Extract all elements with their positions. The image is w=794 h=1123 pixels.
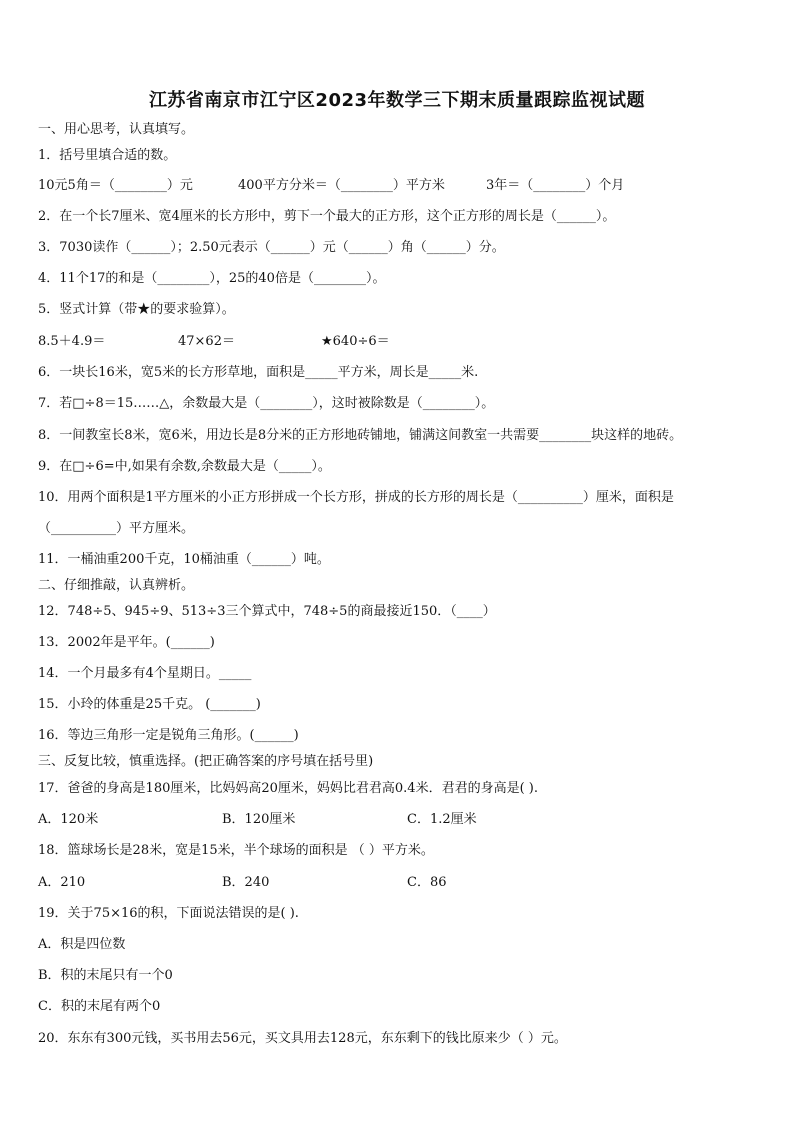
q5-item-3: ★640÷6＝ [321, 334, 390, 349]
section-heading-2: 二、仔细推敲，认真辨析。 [38, 578, 195, 593]
q19-option-b: B．积的末尾只有一个0 [38, 968, 173, 983]
question-10-line-1: 10．用两个面积是1平方厘米的小正方形拼成一个长方形，拼成的长方形的周长是（__________）厘米，面积是 [38, 490, 674, 505]
q18-option-a: A．210 [38, 875, 86, 890]
q1-item-3: 3年＝（________）个月 [486, 178, 625, 193]
question-17: 17．爸爸的身高是180厘米，比妈妈高20厘米，妈妈比君君高0.4米．君君的身高是( ). [38, 781, 538, 796]
question-20: 20．东东有300元钱，买书用去56元，买文具用去128元，东东剩下的钱比原来少（ ）元。 [38, 1031, 567, 1046]
question-11: 11．一桶油重200千克，10桶油重（______）吨。 [38, 552, 330, 567]
question-6: 6．一块长16米，宽5米的长方形草地，面积是_____平方米，周长是_____米. [38, 365, 479, 380]
q18-option-b: B．240 [222, 875, 270, 890]
q5-item-1: 8.5＋4.9＝ [38, 334, 106, 349]
q1-item-2: 400平方分米＝（________）平方米 [238, 178, 445, 193]
q1-item-1: 10元5角＝（________）元 [38, 178, 193, 193]
question-14: 14．一个月最多有4个星期日。_____ [38, 666, 252, 681]
section-heading-1: 一、用心思考，认真填写。 [38, 122, 195, 137]
q19-option-a: A．积是四位数 [38, 937, 126, 952]
question-10-line-2: （__________）平方厘米。 [38, 521, 195, 536]
question-16: 16．等边三角形一定是锐角三角形。(______) [38, 728, 299, 743]
question-12: 12．748÷5、945÷9、513÷3三个算式中，748÷5的商最接近150．（____） [38, 604, 496, 619]
q17-option-a: A．120米 [38, 812, 99, 827]
question-13: 13．2002年是平年。(______) [38, 635, 215, 650]
question-1: 1．括号里填合适的数。 [38, 148, 177, 163]
question-8: 8．一间教室长8米，宽6米，用边长是8分米的正方形地砖铺地，铺满这间教室一共需要________块这样的地砖。 [38, 428, 683, 443]
question-15: 15．小玲的体重是25千克。 (_______) [38, 697, 261, 712]
question-19: 19．关于75×16的积，下面说法错误的是( ). [38, 906, 299, 921]
section-heading-3: 三、反复比较，慎重选择。(把正确答案的序号填在括号里) [38, 754, 374, 769]
question-3: 3．7030读作（______）；2.50元表示（______）元（______）角（______）分。 [38, 240, 505, 255]
q17-option-b: B．120厘米 [222, 812, 296, 827]
q19-option-c: C．积的末尾有两个0 [38, 999, 161, 1014]
page-title: 江苏省南京市江宁区2023年数学三下期末质量跟踪监视试题 [148, 90, 646, 111]
question-9: 9．在□÷6=中,如果有余数,余数最大是（_____）。 [38, 459, 331, 474]
question-4: 4．11个17的和是（________），25的40倍是（________）。 [38, 271, 386, 286]
q17-option-c: C．1.2厘米 [407, 812, 477, 827]
q18-option-c: C．86 [407, 875, 447, 890]
q5-item-2: 47×62＝ [178, 334, 235, 349]
question-18: 18．篮球场长是28米，宽是15米，半个球场的面积是 （ ）平方米。 [38, 843, 434, 858]
question-2: 2．在一个长7厘米、宽4厘米的长方形中，剪下一个最大的正方形，这个正方形的周长是（______）。 [38, 209, 616, 224]
question-7: 7．若□÷8＝15……△，余数最大是（________），这时被除数是（________）。 [38, 396, 495, 411]
question-5: 5．竖式计算（带★的要求验算）。 [38, 302, 235, 317]
